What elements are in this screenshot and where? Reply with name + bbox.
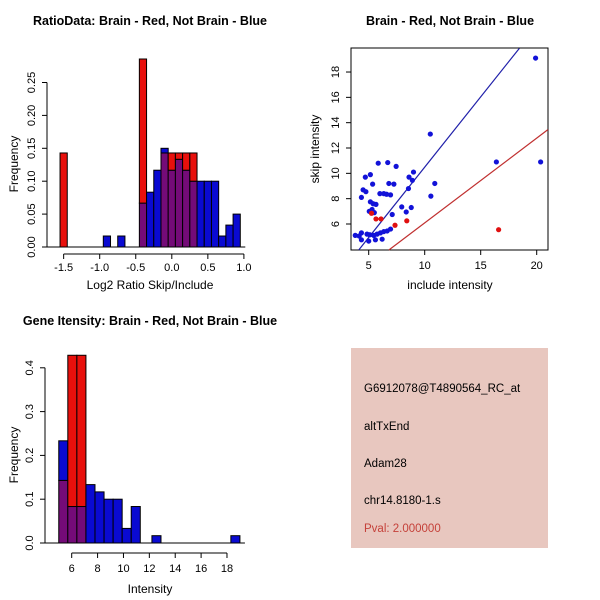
histogram-bar bbox=[211, 181, 218, 247]
histogram-bar bbox=[118, 236, 125, 247]
y-tick-label: 0.15 bbox=[26, 137, 38, 160]
x-tick-label: 8 bbox=[94, 563, 101, 575]
panel-scatter bbox=[300, 0, 600, 300]
data-point-not-brain bbox=[359, 230, 364, 235]
data-point-not-brain bbox=[376, 161, 381, 166]
data-point-not-brain bbox=[388, 192, 393, 197]
data-point-not-brain bbox=[363, 175, 368, 180]
chart-title: Brain - Red, Not Brain - Blue bbox=[365, 14, 535, 28]
data-point-not-brain bbox=[394, 164, 399, 169]
histogram-bar bbox=[59, 441, 68, 481]
x-tick-label: -1.5 bbox=[54, 262, 74, 274]
data-point-not-brain bbox=[370, 182, 375, 187]
panel-ratio-histogram bbox=[0, 0, 300, 300]
x-tick-label: 16 bbox=[194, 563, 208, 575]
chart-title: RatioData: Brain - Red, Not Brain - Blue bbox=[32, 14, 268, 28]
y-tick-label: 0.0 bbox=[24, 535, 36, 551]
histogram-bar bbox=[161, 148, 168, 153]
histogram-bar bbox=[233, 214, 240, 247]
probe-id-text: G6912078@T4890564_RC_at bbox=[364, 383, 521, 395]
event-type-text: altTxEnd bbox=[364, 421, 410, 433]
histogram-bar bbox=[122, 528, 131, 543]
data-point-not-brain bbox=[390, 212, 395, 217]
y-tick-label: 0.2 bbox=[24, 447, 36, 464]
data-point-not-brain bbox=[399, 204, 404, 209]
histogram-bar bbox=[204, 181, 211, 247]
y-tick-label: 0.25 bbox=[26, 71, 38, 94]
x-tick-label: 12 bbox=[143, 563, 156, 575]
data-point-brain bbox=[404, 218, 409, 223]
data-point-not-brain bbox=[373, 202, 378, 207]
histogram-bar bbox=[190, 181, 197, 247]
histogram-bar bbox=[139, 203, 146, 247]
data-point-brain bbox=[392, 223, 397, 228]
y-tick-label: 8 bbox=[330, 195, 342, 202]
x-tick-label: 10 bbox=[418, 260, 431, 272]
x-tick-label: -0.5 bbox=[126, 262, 146, 274]
y-tick-label: 16 bbox=[330, 91, 342, 104]
histogram-bar bbox=[183, 153, 190, 170]
x-axis-label: include intensity bbox=[407, 278, 493, 292]
data-point-brain bbox=[496, 227, 501, 232]
histogram-bar bbox=[59, 480, 68, 543]
data-point-not-brain bbox=[368, 172, 373, 177]
histogram-bar bbox=[175, 159, 182, 247]
histogram-bar bbox=[219, 236, 226, 247]
panel-gene-histogram bbox=[0, 300, 300, 600]
x-tick-label: 0.5 bbox=[200, 262, 216, 274]
histogram-bar bbox=[152, 536, 161, 543]
histogram-bar bbox=[103, 236, 110, 247]
histogram-bar bbox=[231, 536, 240, 543]
histogram-bar bbox=[77, 355, 86, 506]
scatter-plot bbox=[300, 0, 600, 300]
data-point-not-brain bbox=[385, 160, 390, 165]
data-point-not-brain bbox=[391, 182, 396, 187]
panel-info bbox=[300, 300, 600, 600]
histogram-bar bbox=[197, 181, 204, 247]
histogram-bar bbox=[168, 153, 175, 170]
x-tick-label: 20 bbox=[530, 260, 543, 272]
x-tick-label: 1.0 bbox=[236, 262, 252, 274]
y-tick-label: 0.1 bbox=[24, 491, 36, 507]
x-tick-label: 6 bbox=[68, 563, 75, 575]
y-tick-label: 12 bbox=[330, 141, 342, 155]
data-point-not-brain bbox=[359, 195, 364, 200]
data-point-not-brain bbox=[411, 169, 416, 174]
data-point-not-brain bbox=[404, 209, 409, 214]
data-point-not-brain bbox=[428, 194, 433, 199]
gene-name-text: Adam28 bbox=[364, 458, 407, 470]
histogram-bar bbox=[226, 225, 233, 247]
histogram-bar bbox=[86, 485, 95, 543]
data-point-not-brain bbox=[373, 237, 378, 242]
data-point-not-brain bbox=[359, 237, 364, 242]
data-point-not-brain bbox=[363, 189, 368, 194]
x-tick-label: 0.0 bbox=[164, 262, 180, 274]
x-tick-label: 15 bbox=[474, 260, 487, 272]
histogram-bar bbox=[154, 170, 161, 247]
y-tick-label: 6 bbox=[330, 220, 342, 228]
histogram-bar bbox=[139, 59, 146, 203]
histogram-bar bbox=[68, 507, 77, 543]
histogram-bar bbox=[147, 192, 154, 247]
histogram-bar bbox=[168, 170, 175, 247]
gene-histogram-plot bbox=[0, 300, 300, 600]
data-point-not-brain bbox=[494, 159, 499, 164]
data-point-not-brain bbox=[386, 181, 391, 186]
data-point-brain bbox=[373, 216, 378, 221]
data-point-not-brain bbox=[380, 237, 385, 242]
x-axis-label: Intensity bbox=[127, 582, 173, 596]
x-axis-label: Log2 Ratio Skip/Include bbox=[86, 278, 214, 292]
histogram-bar bbox=[68, 355, 77, 506]
y-tick-label: 0.00 bbox=[26, 236, 38, 258]
x-tick-label: -1.0 bbox=[90, 262, 110, 274]
pval-line: Pval: 2.000000 bbox=[364, 523, 441, 535]
chart-title: Gene Itensity: Brain - Red, Not Brain - Blue bbox=[22, 314, 278, 328]
y-tick-label: 10 bbox=[330, 167, 342, 180]
y-tick-label: 0.20 bbox=[26, 104, 38, 127]
data-point-brain bbox=[369, 211, 374, 216]
y-tick-label: 0.4 bbox=[24, 360, 36, 376]
y-axis-label: skip intensity bbox=[308, 114, 322, 184]
histogram-bar bbox=[131, 507, 140, 543]
histogram-bar bbox=[113, 499, 122, 543]
y-axis-label: Frequency bbox=[7, 426, 21, 484]
x-tick-label: 10 bbox=[117, 563, 130, 575]
data-point-not-brain bbox=[410, 178, 415, 183]
histogram-bar bbox=[175, 153, 182, 159]
x-tick-label: 5 bbox=[365, 260, 372, 272]
y-tick-label: 0.3 bbox=[24, 403, 36, 420]
data-point-not-brain bbox=[409, 205, 414, 210]
histogram-bar bbox=[60, 153, 67, 247]
x-tick-label: 14 bbox=[169, 563, 182, 575]
data-point-not-brain bbox=[428, 131, 433, 136]
data-point-not-brain bbox=[388, 226, 393, 231]
y-tick-label: 0.10 bbox=[26, 170, 38, 192]
y-tick-label: 14 bbox=[330, 116, 342, 129]
histogram-bar bbox=[161, 153, 168, 247]
data-point-not-brain bbox=[533, 55, 538, 60]
ratio-histogram-plot bbox=[0, 0, 300, 300]
data-point-not-brain bbox=[538, 159, 543, 164]
histogram-bar bbox=[77, 507, 86, 543]
histogram-bar bbox=[104, 499, 113, 543]
x-tick-label: 18 bbox=[220, 563, 234, 575]
data-point-not-brain bbox=[406, 186, 411, 191]
data-point-not-brain bbox=[366, 238, 371, 243]
data-point-not-brain bbox=[432, 181, 437, 186]
data-point-brain bbox=[378, 216, 383, 221]
y-tick-label: 0.05 bbox=[26, 203, 38, 225]
red-fit-line bbox=[389, 130, 548, 250]
histogram-bar bbox=[190, 153, 197, 181]
y-axis-label: Frequency bbox=[7, 135, 21, 193]
histogram-bar bbox=[183, 170, 190, 247]
histogram-bar bbox=[95, 492, 104, 543]
chromosome-text: chr14.8180-1.s bbox=[364, 495, 441, 507]
info-box bbox=[351, 348, 548, 548]
y-tick-label: 18 bbox=[330, 65, 342, 79]
